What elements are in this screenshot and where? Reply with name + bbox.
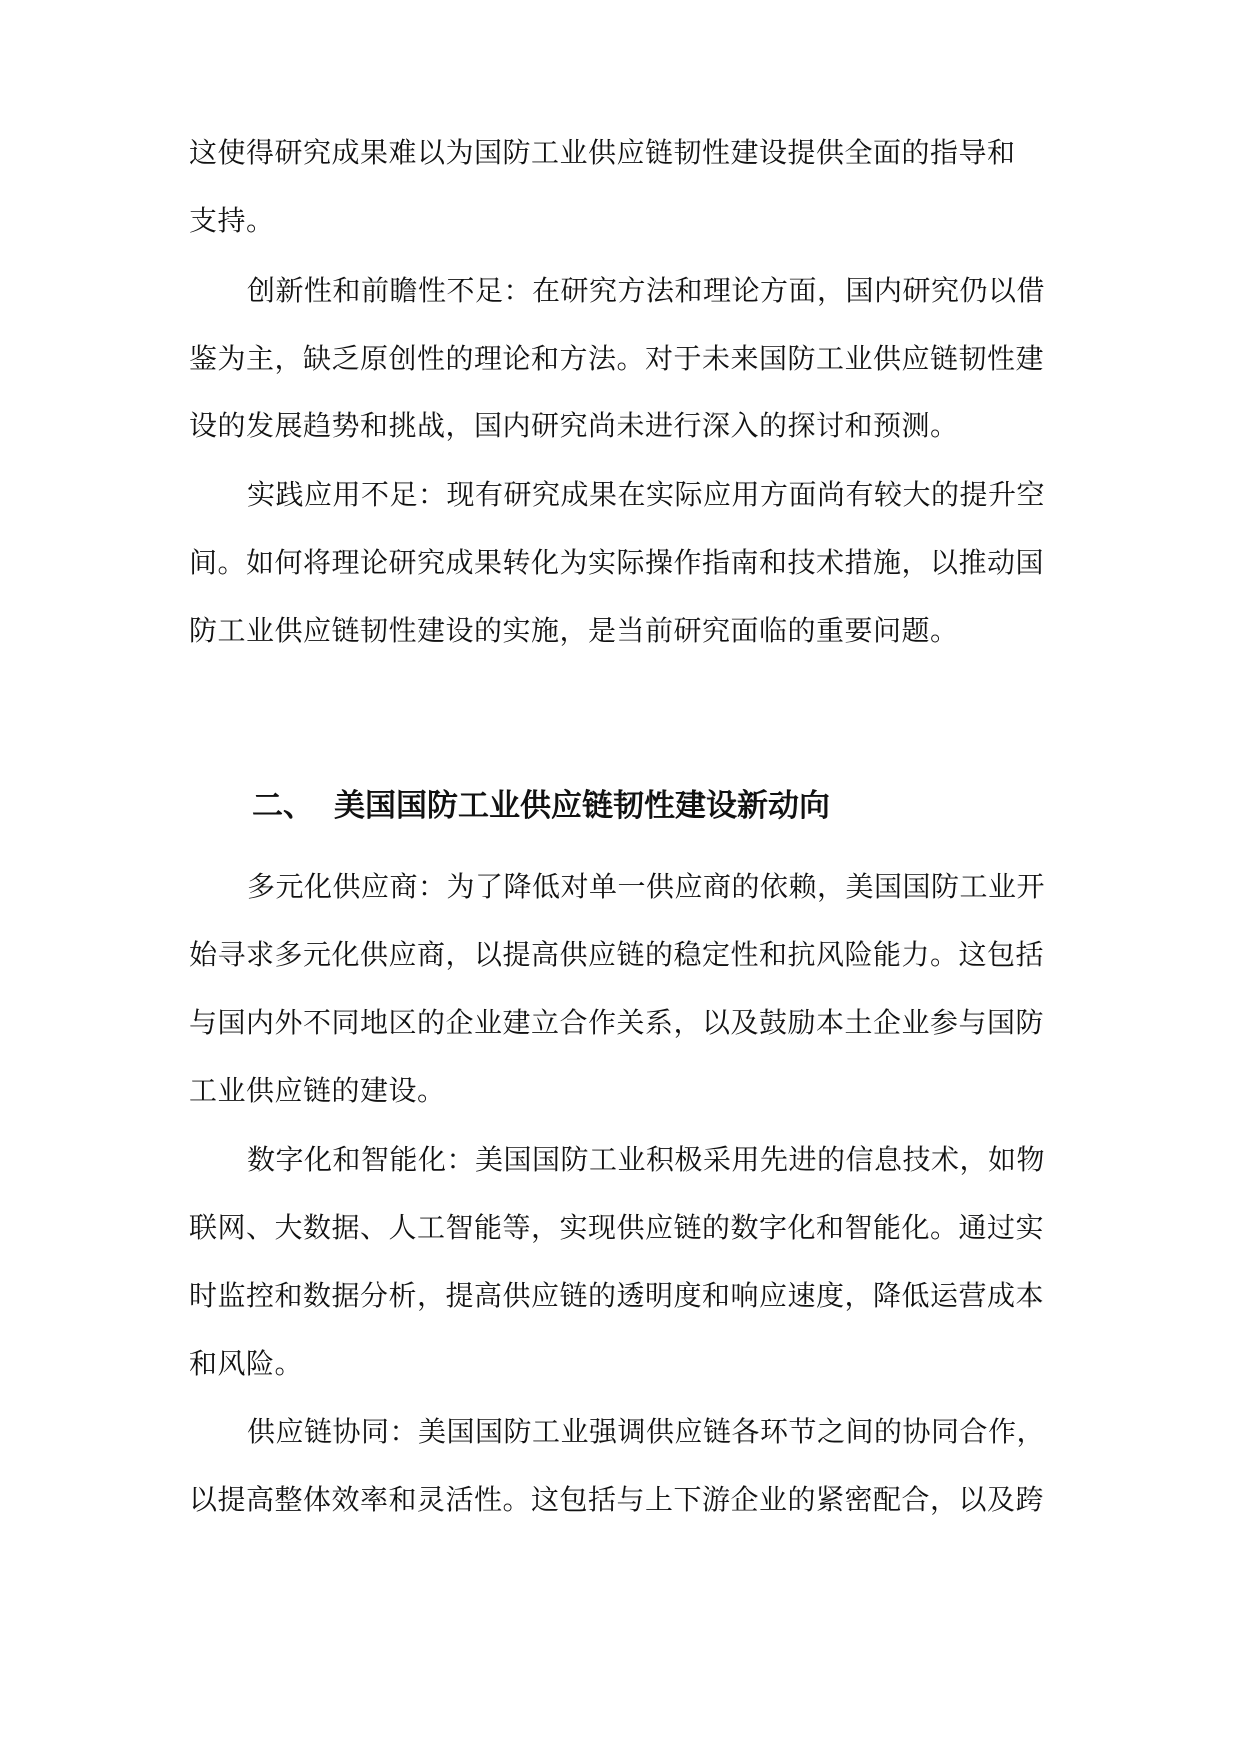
paragraph-line: 鉴为主，缺乏原创性的理论和方法。对于未来国防工业供应链韧性建 xyxy=(189,342,1045,375)
paragraph-line: 数字化和智能化：美国国防工业积极采用先进的信息技术，如物 xyxy=(247,1143,1046,1176)
paragraph-line: 实践应用不足：现有研究成果在实际应用方面尚有较大的提升空 xyxy=(247,478,1046,511)
paragraph-line: 间。如何将理论研究成果转化为实际操作指南和技术措施，以推动国 xyxy=(189,546,1045,579)
paragraph-line: 这使得研究成果难以为国防工业供应链韧性建设提供全面的指导和 xyxy=(189,136,1016,169)
paragraph-line: 时监控和数据分析，提高供应链的透明度和响应速度，降低运营成本 xyxy=(189,1279,1045,1312)
paragraph-line: 始寻求多元化供应商，以提高供应链的稳定性和抗风险能力。这包括 xyxy=(189,938,1045,971)
section-heading xyxy=(252,784,1072,828)
paragraph-line: 以提高整体效率和灵活性。这包括与上下游企业的紧密配合，以及跨 xyxy=(189,1483,1045,1516)
section-title: 美国国防工业供应链韧性建设新动向 xyxy=(334,788,830,824)
paragraph-line: 供应链协同：美国国防工业强调供应链各环节之间的协同合作， xyxy=(247,1415,1046,1448)
paragraph-line: 创新性和前瞻性不足：在研究方法和理论方面，国内研究仍以借 xyxy=(247,274,1046,307)
paragraph-line: 联网、大数据、人工智能等，实现供应链的数字化和智能化。通过实 xyxy=(189,1211,1045,1244)
section-number: 二、 xyxy=(252,788,314,824)
paragraph-line: 工业供应链的建设。 xyxy=(189,1074,446,1107)
paragraph-line: 和风险。 xyxy=(189,1347,304,1380)
paragraph-line: 防工业供应链韧性建设的实施，是当前研究面临的重要问题。 xyxy=(189,614,959,647)
paragraph-line: 设的发展趋势和挑战，国内研究尚未进行深入的探讨和预测。 xyxy=(189,409,959,442)
paragraph-line: 支持。 xyxy=(189,204,275,237)
paragraph-line: 与国内外不同地区的企业建立合作关系，以及鼓励本土企业参与国防 xyxy=(189,1006,1045,1039)
paragraph-line: 多元化供应商：为了降低对单一供应商的依赖，美国国防工业开 xyxy=(247,870,1046,903)
